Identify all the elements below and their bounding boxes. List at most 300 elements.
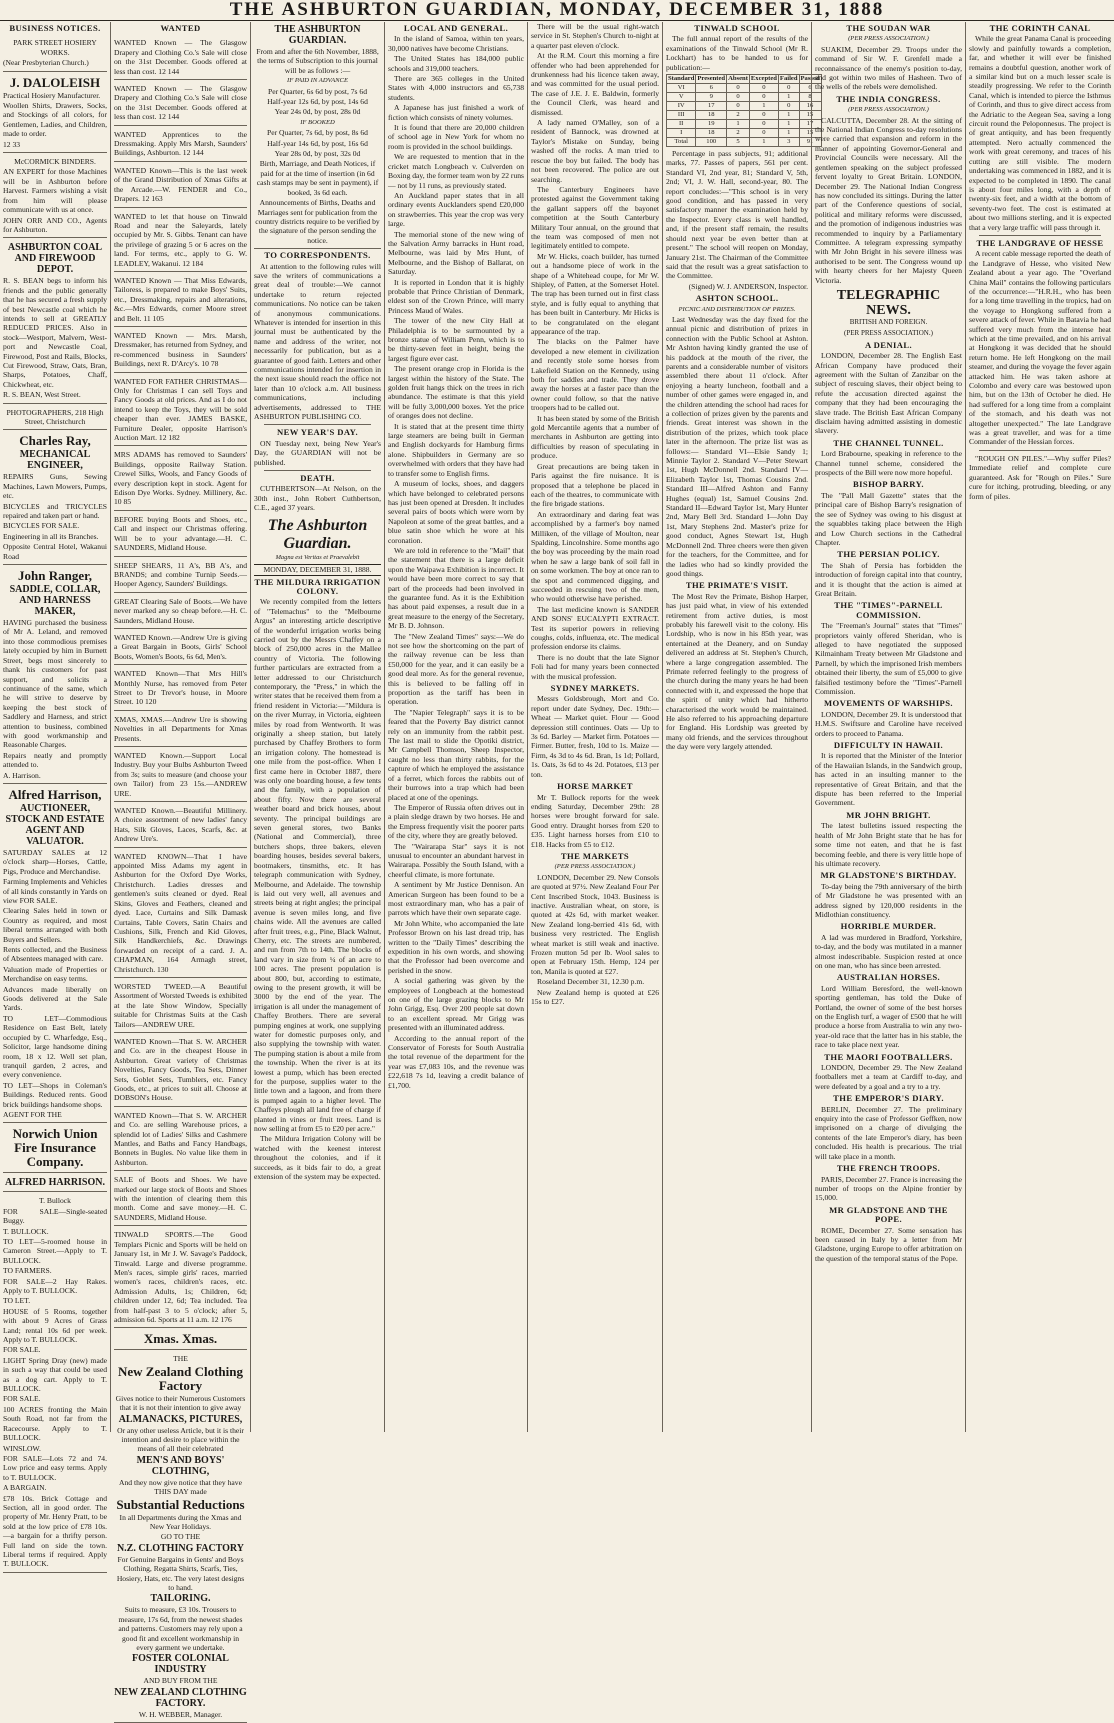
table-cell: Total <box>667 138 696 147</box>
column-7 <box>811 22 965 1432</box>
table-cell: 17 <box>799 120 821 129</box>
clothing-line: And they now give notice that they have THIS DAY made <box>119 1477 242 1497</box>
wanted-ad-text: WANTED Known — That Miss Edwards, Tailoress, is prepared to make Boys' Suits, etc., Dressmaking, repairs and alterations, &c.—Mrs Edwards, corner Moore street and Belt. 11 105 <box>114 275 247 323</box>
business-notices-heading: BUSINESS NOTICES. <box>9 23 101 33</box>
clothing-line: TAILORING. <box>150 1593 211 1605</box>
ad-line: TO LET. <box>3 1296 31 1306</box>
ad-line: (Near Presbyterian Church.) <box>3 58 89 68</box>
leader-paragraph: The Mildura Irrigation Colony will be watched with the keenest interest throughout the colonies, and if it succeeds, as it bids fair to do, a great extension of the system may be expected. <box>254 1134 381 1182</box>
terms-line: Per Quarter, 6s 6d by post, 7s 6d <box>267 86 368 96</box>
wanted-ads <box>114 36 247 1328</box>
wanted-ad <box>114 559 247 593</box>
ad-line: REPAIRS Guns, Sewing Machines, Lawn Mowers, Pumps, etc. <box>3 472 107 501</box>
telegram-heading: HORRIBLE MURDER. <box>840 921 937 932</box>
soudan-source: (PER PRESS ASSOCIATION.) <box>848 35 929 43</box>
table-cell: IV <box>667 102 696 111</box>
clothing-line: N.Z. CLOTHING FACTORY <box>116 1542 245 1554</box>
ad-trade: ASHBURTON COAL AND FIREWOOD DEPOT. <box>7 242 103 276</box>
business-ad <box>3 1175 107 1192</box>
column-8 <box>965 22 1114 1432</box>
wanted-ad-text: WANTED Known.—Beautiful Millinery. A choice assortment of new ladies' fancy Hats, Silk Gloves, Laces, Scarfs, &c. at Andrew Ure's. <box>114 806 247 844</box>
correspondents-text: At attention to the following rules will save the writers of communications a great deal of trouble:—We cannot undertake to return rejected communications. No notice can be taken of anonymous communications. Whatever is intended for insertion in this journal must be authenticated by the name and address of the writer, not necessarily for publication, but as a guarantee of good faith. Letters and other communications intended for insertion in the next issue should reach the office not later than 10 o'clock a.m. All business communications, including advertisements, addressed to THE ASHBURTON PUBLISHING CO. <box>254 261 381 422</box>
news-paragraph: A lady named O'Malley, son of a resident of Bannock, was drowned at Taylor's Mistake on Sunday, being washed off the rocks. A man tried to rescue the boy but failed. The body has not been recovered. The police are out searching. <box>531 118 659 184</box>
telegram-item <box>815 699 962 738</box>
ad-line: A. Harrison. <box>3 770 41 780</box>
wanted-ad <box>114 980 247 1033</box>
ad-trade: AUCTIONEER, STOCK AND ESTATE AGENT AND VALUATOR. <box>5 802 105 847</box>
wanted-ad <box>114 128 247 162</box>
telegram-text: Lord Brabourne, speaking in reference to the Channel tunnel scheme, considered the prospects of the Bill were now more hopeful. <box>815 449 962 478</box>
tinwald-report: Percentage in pass subjects, 91; additional marks, 77. Passes of papers, 561 per cent. Standard VI, 2nd year, 81; Standard V, 5th, 2nd; VI, J. W. Hall, second-year, 80. The report concludes:—"This school is in very good condition, and has passed in very satisfactory manner the examination held by the Inspector. Every class is well handled, and, if the present staff remain, the results should next year be even better than at present." The school will reopen on Monday, January 21st. The Chairman of the Committee said that the result was a great satisfaction to the Committee. <box>666 149 808 281</box>
wanted-ad <box>114 36 247 80</box>
clothing-factory-ad <box>114 1352 247 1723</box>
news-paragraph: In the island of Samoa, within ten years, 30,000 natives have become Christians. <box>388 34 524 53</box>
table-cell: 2 <box>727 111 750 120</box>
telegram-text: The "Freeman's Journal" states that "Times" proprietors vainly offered Sheridan, who is alleged to have negotiated the supposed Kilmainham Treaty between Mr Gladstone and Parnell, by which the imprisoned Irish members obtained their liberty, the sum of £5,000 to give falsified testimony before the "Times"-Parnell Commission. <box>815 621 962 696</box>
news-paragraph: A museum of locks, shoes, and daggers which have belonged to celebrated persons has just been opened at Dresden. It includes several pairs of boots which were worn by Napoleon at some of the great battles, and a blue satin shoe which he wore at his coronation. <box>388 479 524 545</box>
soudan-heading: THE SOUDAN WAR <box>846 23 931 33</box>
wanted-ad-text: WANTED Known—This is the last week of the Grand Distribution of Xmas Gifts at the Arcade.—W. FENDER and Co., Drapers. 12 163 <box>114 165 247 204</box>
ad-line: A BARGAIN. <box>3 1483 47 1493</box>
wanted-ad-text: SHEEP SHEARS, 11 A's, BB A's, and BRANDS; and combine Turnip Seeds.—Hooper Agency, Saunders' Buildings. <box>114 560 247 589</box>
ad-line: WINSLOW. <box>3 1443 41 1453</box>
wanted-ad-text: MRS ADAMS has removed to Saunders' Buildings, opposite Railway Station. Crewel Silks, Wools, and Fancy Goods of every description kept in stock. Agent for Edison Dye Works. Sydney. Millinery, &c. 10 85 <box>114 450 247 507</box>
ashton-text: Last Wednesday was the day fixed for the annual picnic and distribution of prizes in connection with the Public School at Ashton. Mr Ashton having kindly granted the use of his paddock at the mouth of the river, the parents and a considerable number of visitors assembled there about 11 o'clock. After enjoying a hearty luncheon, football and a number of other games were engaged in, and the children attending the school had races for a collection of prizes given by the parents and friends. Great interest was shown in the distribution of the prizes, which took place later in the afternoon. The prize list was as follows:— Standard VI—Elsie Sandy 1; Minnie Taylor 2. Standard V—Peter Stewart 1st, Hugh McDonnell 2nd. Standard IV—Elizabeth Taylor 1st, Thomas Cousins 2nd. Standard III—Alfred Ashton and Fanny Hughes (equal) 1st, Samuel Cousins 2nd. Standard II—Edward Taylor 1st, Mary Hunter 2nd, Mary Bell 3rd. Standard I—John Day 1st, Mary Stephens 2nd. Master's prize for good conduct, Agnes Stewart 1st, Hugh McDonnell 2nd. Three cheers were then given for the teachers, for the Committee, and for the ladies who had so kindly provided the good things. <box>666 314 808 578</box>
primate-heading: THE PRIMATE'S VISIT. <box>685 580 789 591</box>
business-ad <box>3 406 107 431</box>
ad-line: JOHN ORR AND CO., Agents for Ashburton. <box>3 215 107 234</box>
wanted-ad <box>114 1173 247 1226</box>
clothing-line: Substantial Reductions <box>116 1496 245 1512</box>
table-row <box>667 111 822 120</box>
subscription-terms <box>254 22 381 249</box>
ad-line: HAVING purchased the business of Mr A. Leland, and removed into those commodious premises lately occupied by him in Burnett Street, begs most sincerely to thank his customers for past support, and solicits a continuance of the same, which he will strive to deserve by keeping the best stock of Saddlery and Harness, and strict attention to business, combined with good workmanship and Reasonable Charges. <box>3 618 107 750</box>
column-1 <box>0 22 110 1569</box>
ad-line: Clearing Sales held in town or Country as required, and most liberal terms arranged with both Buyers and Sellers. <box>3 906 107 944</box>
correspondents-heading: TO CORRESPONDENTS. <box>264 250 371 261</box>
wanted-ad <box>114 595 247 629</box>
local-continued <box>531 22 659 681</box>
wanted-ad-text: BEFORE buying Boots and Shoes, etc., Call and inspect our Christmas offering. Will be to your advantage.—H. C. SAUNDERS, Midland House. <box>114 514 247 553</box>
telegram-item <box>815 1053 962 1092</box>
table-cell: 91 <box>799 138 821 147</box>
ad-line: FOR SALE—2 Hay Rakes. Apply to T. BULLOCK. <box>3 1276 107 1295</box>
table-cell: 0 <box>778 84 799 93</box>
wanted-ad <box>114 329 247 373</box>
ad-line: Farming Implements and Vehicles of all kinds constantly in Yards on view FOR SALE. <box>3 877 107 905</box>
wanted-ad-text: WANTED to let that house on Tinwald Road and near the Saleyards, lately occupied by Mr. S. Gibbs. Tenant can have the privilege of grazing 5 or 6 acres on the land. For terms, etc., apply to G. W. LEADLEY, Wakanui. 12 184 <box>114 211 247 268</box>
news-paragraph: An Auckland paper states that in all ordinary events Aucklanders spend £20,000 on strawberries. This year the crop was very large. <box>388 190 524 229</box>
telegram-item <box>815 550 962 598</box>
news-paragraph: The memorial stone of the new wing of the Salvation Army barracks in Hunt road, Melbourne, was laid by Mrs Hunt, of Melbourne, and the Bishop of Ballarat, on Saturday. <box>388 229 524 277</box>
table-header-cell: Excepted <box>750 75 777 83</box>
ashton-subheading: PICNIC AND DISTRIBUTION OF PRIZES. <box>678 305 796 313</box>
soudan-text: SUAKIM, December 29. Troops under the command of Sir W. F. Grenfell made a reconnaissance of the enemy's position to-day, and got within two miles of Hasheen. Two of the wells of the rebels were demolished. <box>815 44 962 92</box>
ad-line: T. Bullock <box>39 1196 71 1206</box>
terms-line: Birth, Marriage, and Death Notices, if paid for at the time of insertion (in 6d cash stamps may be sent in payment), if booked, 3s 6d each. <box>256 159 379 197</box>
ad-name: John Ranger, <box>18 568 92 584</box>
news-paragraph: It has been stated by some of the British gold Mercantile agents that a number of merchants in Ashburton are getting into difficulties by reason of speculating in produce. <box>531 413 659 461</box>
ad-name: Norwich Union Fire Insurance Company. <box>12 1126 98 1170</box>
wanted-ad-text: SALE of Boots and Shoes. We have marked our large stock of Boots and Shoes with the intention of clearing them this month. Come and save money.—H. C. SAUNDERS, Midland House. <box>114 1175 247 1222</box>
news-paragraph: The present orange crop in Florida is the largest within the history of the State. The golden fruit hangs thick on the trees in rich abundance. The estimate is that this yield will be fully 3,000,000 boxes. Yet the price of oranges does not decline. <box>388 364 524 421</box>
sydney-markets-heading: SYDNEY MARKETS. <box>550 683 640 694</box>
business-ad <box>3 786 107 1123</box>
telegraphic-news-subheading: BRITISH AND FOREIGN. <box>849 317 928 326</box>
ad-line: R. S. BEAN begs to inform his friends and the public generally that he has secured a fresh supply of best Newcastle coal which he intends to sell at GREATLY REDUCED PRICES. Also in stock—Westport, Malvern, West-port and Newcastle Coal, Firewood, Post and Rails, Blocks, Cut Firewood, Straw, Oats, Bran, Sharps, Potatoes, Chaff, Chickwheat, etc. <box>3 276 107 389</box>
table-header-cell: Presented <box>697 75 726 83</box>
ad-line: Woollen Shirts, Drawers, Socks, and Stockings of all colors, for Gentlemen, Ladies, and Children, made to order. <box>3 101 107 139</box>
column-3 <box>250 22 384 1432</box>
table-cell: 18 <box>696 111 727 120</box>
terms-line: IF BOOKED <box>300 118 335 126</box>
death-notice: CUTHBERTSON—At Nelson, on the 30th inst., John Robert Cuthbertson, C.E., aged 37 years. <box>254 484 381 513</box>
telegram-text: LONDON, December 29. The New Zealand footballers met a team at Cardiff to-day, and were defeated by a goal and a try to a try. <box>815 1063 962 1091</box>
telegram-text: It is reported that the Minister of the Interior of the Hawaiian Islands, in the Sandwich group, has acted in an insulting manner to the representative of Great Britain, and that the dispute has been referred to the Imperial Government. <box>815 751 962 808</box>
terms-line: From and after the 6th November, 1888, the terms of Subscription to this journal will be as follows :— <box>256 47 379 75</box>
news-paragraph: Mr W. Hicks, coach builder, has turned out a handsome piece of work in the shape of a Whitehead coupe, for Mr W. Shipley, of Patten, at the Somerset Hotel. The trap has been turned out in first class style, and is fully equal to anything that has been built in Canterbury. Mr Hicks is to be congratulated on the elegant appearance of the trap. <box>531 251 659 336</box>
telegram-text: The "Pall Mall Gazette" states that the principal care of Bishop Barry's resignation of the see of Sydney was owing to his disgust at the squabbles taking place between the High and Low Church sections in the Cathedral Chapter. <box>815 490 962 547</box>
ad-line: HOUSE of 5 Rooms, together with about 9 Acres of Grass Land; rental 10s 6d per week. Apply to T. BULLOCK. <box>3 1306 107 1345</box>
ad-line: McCORMICK BINDERS. <box>14 157 96 167</box>
telegram-item <box>815 480 962 547</box>
xmas-heading: Xmas. Xmas. <box>143 1331 218 1347</box>
ad-line: FOR SALE. <box>3 1394 41 1404</box>
ad-line: Engineering in all its Branches. <box>3 531 99 541</box>
telegram-text: PARIS, December 27. France is increasing the number of troops on the Alpine frontier by 15,000. <box>815 1174 963 1203</box>
ad-line: BICYCLES FOR SALE. <box>3 521 80 531</box>
ad-trade: SADDLE, COLLAR, AND HARNESS MAKER, <box>9 584 101 618</box>
tinwald-heading: TINWALD SCHOOL <box>694 23 780 33</box>
news-paragraph: There is no doubt that the late Signor Foli had for many years been connected with the musical profession. <box>531 652 659 681</box>
table-cell: 6 <box>799 84 821 93</box>
clothing-line: MEN'S AND BOYS' CLOTHING, <box>136 1454 225 1477</box>
table-header-cell: Passed <box>800 75 820 83</box>
death-heading: DEATH. <box>300 473 335 484</box>
news-paragraph: The Emperor of Russia often drives out in a plain sledge drawn by two horses. He and the Empress frequently visit the poorer parts of the city, where they are greatly beloved. <box>388 802 524 841</box>
terms-line: THE ASHBURTON GUARDIAN. <box>274 24 361 46</box>
clothing-line: AND BUY FROM THE <box>143 1676 218 1686</box>
news-paragraph: A social gathering was given by the employees of Longbeach at the homestead on one of the large grazing blocks to Mr John Grigg, Esq. Over 200 people sat down to an excellent spread. Mr Grigg was presented with an illuminated address. <box>388 976 524 1033</box>
telegram-heading: MOVEMENTS OF WARSHIPS. <box>824 698 953 709</box>
ad-line: T. BULLOCK. <box>3 1226 49 1236</box>
news-paragraph: The blacks on the Palmer have developed a new element in civilization and recently stole some horses from Lakefield Station on the Kennedy, using both for saddles and trade. They drove away the horses at a faster pace than the owner could follow, so that the native troopers had to be called out. <box>531 337 659 413</box>
markets-text: LONDON, December 29. New Consols are quoted at 97½. New Zealand Four Per Cent Inscribed Stock, 1043. Business is inactive. Australian wheat, on store, is quoted at 42s 6d, with market weaker. New Zealand long-berried 41s 6d, with business very restricted. The English wheat market is still weak and inactive. Frozen mutton 5d per lb. Wool sales to open at February 15th. Hemp, 124 per ton, Manila is quoted at £27. <box>531 872 659 976</box>
table-row <box>667 138 822 147</box>
nameplate: The Ashburton Guardian. <box>267 516 368 552</box>
column-2 <box>110 22 250 1719</box>
terms-line: Announcements of Births, Deaths and Marriages sent for publication from the country districts require to be verified by the signature of the person sending the notice. <box>255 198 380 245</box>
table-cell: 0 <box>727 93 750 102</box>
ad-name: Alfred Harrison, <box>8 786 102 802</box>
business-ad <box>3 567 107 784</box>
table-cell: 1 <box>778 111 799 120</box>
wanted-ad <box>114 274 247 327</box>
telegram-heading: THE PERSIAN POLICY. <box>837 549 940 560</box>
horse-market-heading: HORSE MARKET <box>557 781 633 792</box>
table-cell: 0 <box>749 111 778 120</box>
ad-line: BICYCLES and TRICYCLES repaired and taken part or hand. <box>3 501 107 521</box>
wanted-ad-text: WANTED Known—That S. W. ARCHER and Co. are selling Warehouse prices, a splendid lot of Ladies' Silks and Cashmere Mantles, and Baths and Fancy Handbags, Bonnets in Bugles. No value like them in Ashburton. <box>114 1110 247 1167</box>
table-cell: 8 <box>799 93 821 102</box>
table-cell: 0 <box>749 84 778 93</box>
table-cell: 6 <box>696 84 727 93</box>
ad-line: SATURDAY SALES at 12 o'clock sharp—Horses, Cattle, Pigs, Produce and Merchandise. <box>3 847 107 876</box>
wanted-ad <box>114 210 247 272</box>
table-cell: 9 <box>696 93 727 102</box>
table-cell: 0 <box>727 84 750 93</box>
table-cell: 1 <box>778 120 799 129</box>
wanted-ad-text: GREAT Clearing Sale of Boots.—We have never marked any so cheap before.—H. C. Saunders, Midland House. <box>114 596 247 625</box>
telegram-item <box>815 871 962 919</box>
corinth-heading: THE CORINTH CANAL <box>989 23 1091 33</box>
clothing-line: NEW ZEALAND CLOTHING FACTORY. <box>114 1686 247 1709</box>
clothing-line: Gives notice to their Numerous Customers that it is not their intention to give away <box>115 1393 246 1413</box>
ad-line: FOR SALE. <box>3 1345 41 1355</box>
wanted-ad-text: WANTED Known.—Support Local Industry. Buy your Bulbs Ashburton Tweed from 3s; suits to measure (and choose your own Tailor) from 23 15s.—ANDREW URE. <box>114 751 247 798</box>
sydney-markets-text: Messrs Goldsbrough, Mort and Co. report under date Sydney, Dec. 19th:— Wheat — Market quiet. Flour — Good depression still continues. Oats — Up to 3s 6d. Barley — Market firm. Potatoes — Firmer. Butter, fresh, 10d to 1s. Maize — Firm, 4s 3d to 4s 6d. Bran, 1s 1d; Pollard, 1s. Oats, 3s 6d to 4s 2d. Potatoes, £13 per ton. <box>531 694 659 779</box>
wanted-ad-text: WANTED Apprentices to the Dressmaking. Apply Mrs Marsh, Saunders' Buildings, Ashburton. 12 144 <box>114 129 247 158</box>
telegraphic-news-source: (PER PRESS ASSOCIATION.) <box>844 329 933 338</box>
telegram-text: LONDON, December 29. It is understood that H.M.S. Swiftsure and Caroline have received orders to proceed to Panama. <box>815 709 962 738</box>
wanted-ad-text: WANTED Known.—Andrew Ure is giving a Great Bargain in Boots, Girls' School Boots, Women's Boots, 6s 6d, Men's. <box>114 632 247 661</box>
telegram-heading: THE "TIMES"-PARNELL COMMISSION. <box>834 600 943 620</box>
wanted-ad-text: WORSTED TWEED.—A Beautiful Assortment of Worsted Tweeds is exhibited at the late Show Window, Specially suitable for Christmas Suits at the Cash Tailors—ANDREW URE. <box>114 981 247 1029</box>
local-general-items <box>388 34 524 1090</box>
table-cell: 15 <box>799 129 821 138</box>
business-ad <box>3 36 107 71</box>
terms-line: Year 28s 0d, by post, 32s 0d <box>274 149 361 159</box>
table-cell: 0 <box>778 102 799 111</box>
telegram-heading: MR GLADSTONE AND THE POPE. <box>829 1204 948 1225</box>
ad-line: TO LET—Shops in Coleman's Buildings. Reduced rents. Good brick buildings handsome shops. <box>3 1080 107 1109</box>
table-header-cell: Absent <box>728 75 748 83</box>
telegram-heading: AUSTRALIAN HORSES. <box>836 972 941 983</box>
hesse-heading: THE LANDGRAVE OF HESSE <box>976 237 1104 248</box>
table-cell: III <box>667 111 696 120</box>
news-paragraph: A Japanese has just finished a work of fiction which consists of ninety volumes. <box>388 103 524 122</box>
ad-line: Practical Hosiery Manufacturer. <box>3 90 101 100</box>
ad-name: J. DALOLEISH <box>9 74 101 90</box>
table-cell: 16 <box>799 102 821 111</box>
leader-article <box>254 597 381 1181</box>
table-cell: 0 <box>749 93 778 102</box>
primate-text: The Most Rev the Primate, Bishop Harper, has just paid what, in view of his extended retirement from active duties, is most probably his farewell visit to the colony. His Lordship, who is now in his 85th year, was entertained at the Deanery, and on Sunday delivered an address at St. Stephen's Church, where a large congregation assembled. The Primate referred feelingly to the progress of the church during the many years he had been connected with it, and expressed the hope that the spirit of unity which had hitherto characterised the work would be maintained. He also referred to his approaching departure for England. His Lordship was greeted by many old friends, and the services throughout the day were very largely attended. <box>666 591 808 752</box>
table-cell: 1 <box>778 93 799 102</box>
new-year-text: ON Tuesday next, being New Year's Day, the GUARDIAN will not be published. <box>254 438 381 467</box>
column-4 <box>384 22 527 1432</box>
table-cell: 17 <box>696 102 727 111</box>
ad-trade: MECHANICAL ENGINEER, <box>19 449 91 472</box>
table-cell: 19 <box>696 120 727 129</box>
ad-line: Advances made liberally on Goods delivered at the Sale Yards. <box>3 984 107 1013</box>
table-cell: 1 <box>749 138 778 147</box>
wanted-ad <box>114 1035 247 1107</box>
business-ad <box>3 74 107 153</box>
terms-line: Per Quarter, 7s 6d, by post, 8s 6d <box>267 128 368 138</box>
news-paragraph: The Canterbury Engineers have protested against the Government taking the gallant sappers off the bayonet competition at the South Canterbury Military Tour annual, on the ground that the team was composed of men not legitimately entitled to compete. <box>531 184 659 251</box>
telegram-heading: THE CHANNEL TUNNEL. <box>833 437 944 448</box>
news-paragraph: We are requested to mention that in the cricket match Longbeach v. Culverden on Boxing day, the former team won by 22 runs— not by 11 runs, as previously stated. <box>388 152 524 190</box>
wanted-ad-text: WANTED KNOWN—That I have appointed Miss Adams my agent in Ashburton for the Oxford Dye Works, Christchurch. Ladies dresses and gentlemen's suits cleaned or dyed. Real Skins, Gloves and Feathers, cleaned and dyed. Lace, Curtains and Silk Damask Curtains, Table Covers, Satin Chairs and Cushions, Silk, French and Kid Gloves, Silk Handkerchiefs, &c. Drawings forwarded on receipt of a card. J. A. CHAPMAN, 164 Armagh street, Christchurch. 130 <box>114 851 247 974</box>
ad-line: FOR SALE—Lots 72 and 74. Low price and easy terms. Apply to T. BULLOCK. <box>3 1453 107 1482</box>
markets-source: (PER PRESS ASSOCIATION.) <box>554 863 636 871</box>
ad-line: £78 10s. Brick Cottage and Section, all in good order. The property of Mr. Henry Pratt, to be sold at the low price of £78 10s.—a bargain for a thrifty person. Full land on side the town. Liberal terms if required. Apply T. BULLOCK. <box>3 1493 107 1569</box>
telegram-text: To-day being the 79th anniversary of the birth of Mr Gladstone he was presented with an address signed by 120,000 residents in the Midlothian constituency. <box>815 881 962 919</box>
news-paragraph: The "Wairarapa Star" says it is not unusual to encounter an abundant harvest in Wairarapa. Possibly the South Island, with a cheerful climate, is more fortunate. <box>388 841 524 879</box>
corinth-text: While the great Panama Canal is proceeding slowly and painfully towards a completion, far, and whether it will ever be finished remains a doubtful question, another work of a similar kind but on a much lesser scale is steadily progressing. We refer to the Corinth Canal, which is intended to pierce the Isthmus of Corinth, and thus to give direct access from the Adriatic to the Aegean Sea, saving a long circuit round the Peloponnesus. The project is of great antiquity, and has been frequently attempted. Nero actually commenced the work with great ceremony, and traces of his cutting are still visible. The modern undertaking was commenced in 1882, and it is expected to be completed in 1890. The canal is about four miles long, with a depth of twenty-six feet, and a width at the bottom of seventy-two feet. The cost is estimated at about two millions sterling, and it is expected that a very large traffic will pass through it. <box>969 34 1111 232</box>
leader-heading: THE MILDURA IRRIGATION COLONY. <box>254 576 381 596</box>
telegraphic-items <box>815 341 962 1263</box>
wanted-ad <box>114 749 247 802</box>
telegram-heading: MR GLADSTONE'S BIRTHDAY. <box>820 870 957 881</box>
wanted-ad-text: WANTED FOR FATHER CHRISTMAS—Only for Christmas I can sell Toys and Fancy Goods at old prices. And as I do not intend to keep the Toys, they will be sold cheaper than ever. JAMES BASKE, Furniture Dealer, opposite Harrison's Auction Mart. 12 182 <box>114 376 247 443</box>
wanted-ad <box>114 375 247 447</box>
hesse-text: A recent cable message reported the death of the Landgrave of Hesse, who visited New Zealand about a year ago. The "Overland China Mail" contains the following particulars of the occurrence:—"H.R.H., who has been for a long time travelling in the tropics, had on the voyage to Hongkong suffered from a severe attack of fever. While in Batavia he had suffered very much from the intense heat which at the time prevailed, and on his arrival at Hongkong it was decided that he should return home. He left Hongkong on the mail steamer, and during the voyage the fever again attacked him. He was taken ashore at Colombo and every care was bestowed upon him, but on the 13th of October he died. He had suffered for a long time from a complaint of the stomach, and his death was not altogether unexpected." The late Landgrave was a great traveller, and was for a time Commander of the Hessian forces. <box>969 249 1111 447</box>
table-cell: 0 <box>749 120 778 129</box>
telegram-text: LONDON, December 28. The English East African Company have produced their agreement with the Sultan of Zanzibar on the subject of rescuing slaves, their object being to refute the accusation directed against the company that they had been encouraging the slave trade. The British East African Company disclaim having admitted assisting in domestic slavery. <box>815 351 962 436</box>
news-paragraph: There will be the usual right-watch service in St. Stephen's Church to-night at a quarter past eleven o'clock. <box>531 22 659 50</box>
horse-market-text: Mr T. Bullock reports for the week ending Saturday, December 29th: 28 horses were brought forward for sale. Good entry. Draught horses from £20 to £35. Light harness horses from £10 to £18. Hacks from £5 to £12. <box>531 792 659 849</box>
issue-date: MONDAY, DECEMBER 31, 1888. <box>254 564 381 575</box>
ad-line: Repairs neatly and promptly attended to. <box>3 750 107 770</box>
wanted-ad <box>114 850 247 978</box>
wanted-ad <box>114 1228 247 1328</box>
table-header-cell: Standard <box>668 75 695 83</box>
telegram-text: ROME, December 27. Some sensation has been caused in Italy by a letter from Mr Gladstone, urging Europe to offer arbitration on the question of the temporal status of the Pope. <box>815 1225 962 1263</box>
news-paragraph: An extraordinary and daring feat was accomplished by a farmer's boy named Milliken, of the village of Moulton, near Spalding, Lincolnshire. Some months ago the boy was proceeding by the main road when he saw a large bank of soil fall in on some workmen. The boy at once ran to the spot and commenced digging, and succeeded in rescuing two of the men, who would otherwise have perished. <box>531 509 659 604</box>
table-cell: 1 <box>727 120 750 129</box>
telegram-heading: A DENIAL. <box>864 339 913 350</box>
table-cell: 1 <box>778 129 799 138</box>
markets-heading: THE MARKETS <box>560 850 630 861</box>
clothing-line: New Zealand Clothing Factory <box>118 1363 243 1393</box>
telegram-item <box>815 1094 962 1161</box>
news-paragraph: It is found that there are 20,000 children of school age in New York for whom no room is provided in the school buildings. <box>388 123 524 151</box>
news-paragraph: The "New Zealand Times" says:—We do not see how the shortcoming on the part of the railway revenue can be less than £50,000 for the year, and it can easily be a good deal more. As for the general revenue, this is believed to be falling off in proportion as the tariff has been in operation. <box>388 631 524 707</box>
ad-line: Rents collected, and the Business of Absentees managed with care. <box>3 945 107 964</box>
wanted-ad <box>114 513 247 557</box>
ad-name: Charles Ray, <box>19 433 91 449</box>
news-paragraph: The last medicine known is SANDER AND SONS' EUCALYPTI EXTRACT. Test its superior powers in relieving coughs, colds, influenza, etc. The medical profession endorse its claims. <box>531 604 659 652</box>
table-cell: 3 <box>778 138 799 147</box>
telegram-item <box>815 922 962 970</box>
business-ad <box>3 155 107 238</box>
table-cell: 15 <box>799 111 821 120</box>
telegram-item <box>815 811 962 868</box>
table-cell: 100 <box>696 138 727 147</box>
table-cell: 18 <box>696 129 727 138</box>
ad-line: Valuation made of Properties or Merchandise on easy terms. <box>3 964 107 984</box>
ad-trade: ALFRED HARRISON. <box>4 1177 105 1189</box>
telegram-heading: THE EMPEROR'S DIARY. <box>833 1093 944 1104</box>
news-paragraph: The "Napier Telegraph" says it is to be feared that the Poverty Bay district cannot rely on an immunity from the rabbit pest. The last mail to slide the Opotiki district, Mr Campbell Thomson, Sheep Inspector, caught no less than thirty rabbits, for the capture of which he employed the assistance of a ferret, which forces the rabbits out of their burrows into a trap which had been placed at one of the openings. <box>388 707 524 802</box>
table-cell: II <box>667 120 696 129</box>
ad-line: TO LET—5-roomed house in Cameron Street.—Apply to T. BULLOCK. <box>3 1236 107 1265</box>
terms-line: Half-year 12s 6d, by post, 14s 6d <box>267 97 368 107</box>
table-row <box>667 129 822 138</box>
masthead-title: THE ASHBURTON GUARDIAN, MONDAY, DECEMBER 31, 1888 <box>0 0 1114 21</box>
telegram-text: A lad was murdered in Bradford, Yorkshire, to-day, and the body was mutilated in a manner almost indescribable. Suspicion rested at once on one man, who has since been arrested. <box>815 932 962 970</box>
ad-line: TO LET—Commodious Residence on East Belt, lately occupied by C. Wharfedge, Esq., Solicitor, large handsome dining room, 18 x 12. Well set plan, tranquil garden, 2 acres, and every convenience. <box>3 1013 107 1080</box>
terms-line: Year 24s 0d, by post, 28s 0d <box>274 107 361 117</box>
wanted-ad <box>114 82 247 126</box>
wanted-heading: WANTED <box>160 23 201 33</box>
wanted-ad <box>114 713 247 747</box>
clothing-line: W. H. WEBBER, Manager. <box>138 1709 223 1719</box>
terms-line: IF PAID IN ADVANCE <box>287 77 348 85</box>
results-table-header <box>667 75 822 84</box>
table-cell: VI <box>667 84 696 93</box>
telegram-heading: THE FRENCH TROOPS. <box>836 1163 941 1174</box>
table-cell: V <box>667 93 696 102</box>
ad-line: AN EXPERT for those Machines will be in Ashburton before Harvest. Farmers wishing a visit from him will please communicate with us at once. <box>3 167 107 215</box>
wanted-ad <box>114 804 247 848</box>
congress-text: CALCUTTA, December 28. At the sitting of the National Indian Congress to-day resolutions were carried that expansion and reform in the manner of appointing Governor-General and Provincial Councils were necessary. All the gentlemen speaking on the subject professed fervent loyalty to Great Britain. LONDON, December 29. The National Indian Congress has now concluded its sittings. During the latter part of the Conference questions of social, political and military reforms were discussed, and the promotion of indigenous industries was recommended to inquiry by a Parliamentary Committee. A telegram expressing sympathy with Mr John Bright in his severe illness was authorised to be sent. The Congress wound up with hearty cheers for her Majesty Queen Victoria. <box>815 115 962 285</box>
business-ad <box>3 1194 107 1572</box>
table-cell: 1 <box>749 102 778 111</box>
results-table-body <box>667 84 822 147</box>
new-year-heading: NEW YEAR'S DAY. <box>276 427 359 438</box>
wanted-ad <box>114 667 247 711</box>
business-ads <box>3 36 107 1572</box>
table-cell: I <box>667 129 696 138</box>
telegram-heading: DIFFICULTY IN HAWAII. <box>833 740 944 751</box>
telegram-heading: BISHOP BARRY. <box>853 479 924 490</box>
table-row <box>667 84 822 93</box>
news-paragraph: The tower of the new City Hall at Philadelphia is to be surmounted by a bronze statue of William Penn, which is to be thirty-seven feet in height, being the largest figure ever cast. <box>388 316 524 363</box>
telegram-item <box>815 1164 962 1203</box>
table-cell: 0 <box>749 129 778 138</box>
telegraphic-news-heading: TELEGRAPHIC NEWS. <box>836 287 941 318</box>
table-row <box>667 102 822 111</box>
telegram-item <box>815 341 962 436</box>
table-header-cell: Failed <box>779 75 798 83</box>
telegram-item <box>815 741 962 808</box>
table-cell: 2 <box>727 129 750 138</box>
wanted-ad-text: XMAS, XMAS.—Andrew Ure is showing Novelties in all Departments for Xmas Presents. <box>114 714 247 743</box>
ad-line: LIGHT Spring Dray (new) made in such a way that could be used as a dog cart. Apply to T. BULLOCK. <box>3 1355 107 1394</box>
news-paragraph: At the R.M. Court this morning a fire offender who had been apprehended for drunkenness had his licence taken away, and was committed for the usual period. The case of J.E. J. E. Baldwin, formerly the Council Clerk, was heard and dismissed. <box>531 51 659 117</box>
wanted-ad-text: WANTED Known — Mrs. Marsh, Dressmaker, has returned from Sydney, and re-commenced business in Saunders' Buildings, next R. D'Arcy's. 10 78 <box>114 330 247 369</box>
telegram-item <box>815 1206 962 1263</box>
column-5 <box>527 22 662 1432</box>
terms-line: Half-year 14s 6d, by post, 16s 6d <box>267 138 368 148</box>
telegram-item <box>815 439 962 478</box>
wanted-ad <box>114 448 247 510</box>
telegram-text: BERLIN, December 27. The preliminary enquiry into the case of Professor Geffken, now imprisoned on a charge of divulging the contents of the late Emperor's diary, has been concluded. His health is precarious. The trial will take place in a month. <box>815 1104 962 1161</box>
table-cell: 0 <box>727 102 750 111</box>
wanted-ad <box>114 164 247 208</box>
business-ad <box>3 240 107 403</box>
news-paragraph: It is reported in London that it is highly probable that Prince Christian of Denmark, eldest son of the Crown Prince, will marry Princess Maud of Wales. <box>388 277 524 315</box>
wanted-ad <box>114 1109 247 1171</box>
business-ad <box>3 432 107 565</box>
business-ad <box>3 1125 107 1173</box>
table-row <box>667 93 822 102</box>
ad-line: PARK STREET HOSIERY WORKS. <box>13 38 97 57</box>
wanted-ad <box>114 631 247 665</box>
news-paragraph: Great precautions are being taken in Paris against the fire nuisance. It is proposed that a telephone be placed in each of the theatres, to communicate with the fire brigade stations. <box>531 461 659 509</box>
column-6 <box>662 22 820 1432</box>
table-cell: 5 <box>727 138 750 147</box>
ad-line: 100 ACRES fronting the Main South Road, not far from the Racecourse. Apply to T. BULLOCK. <box>3 1404 107 1443</box>
ad-line: TO FARMERS. <box>3 1266 52 1276</box>
telegram-heading: THE MAORI FOOTBALLERS. <box>824 1051 953 1062</box>
clothing-line: ALMANACKS, PICTURES, <box>118 1413 243 1425</box>
clothing-line: Or any other useless Article, but it is their intention and desire to place within the means of all their celebrated <box>117 1425 244 1454</box>
clothing-line: For Genuine Bargains in Gents' and Boys Clothing, Regatta Shirts, Scarfs, Ties, Hosiery, Hats, etc. The very latest designs to hand. <box>116 1554 245 1593</box>
